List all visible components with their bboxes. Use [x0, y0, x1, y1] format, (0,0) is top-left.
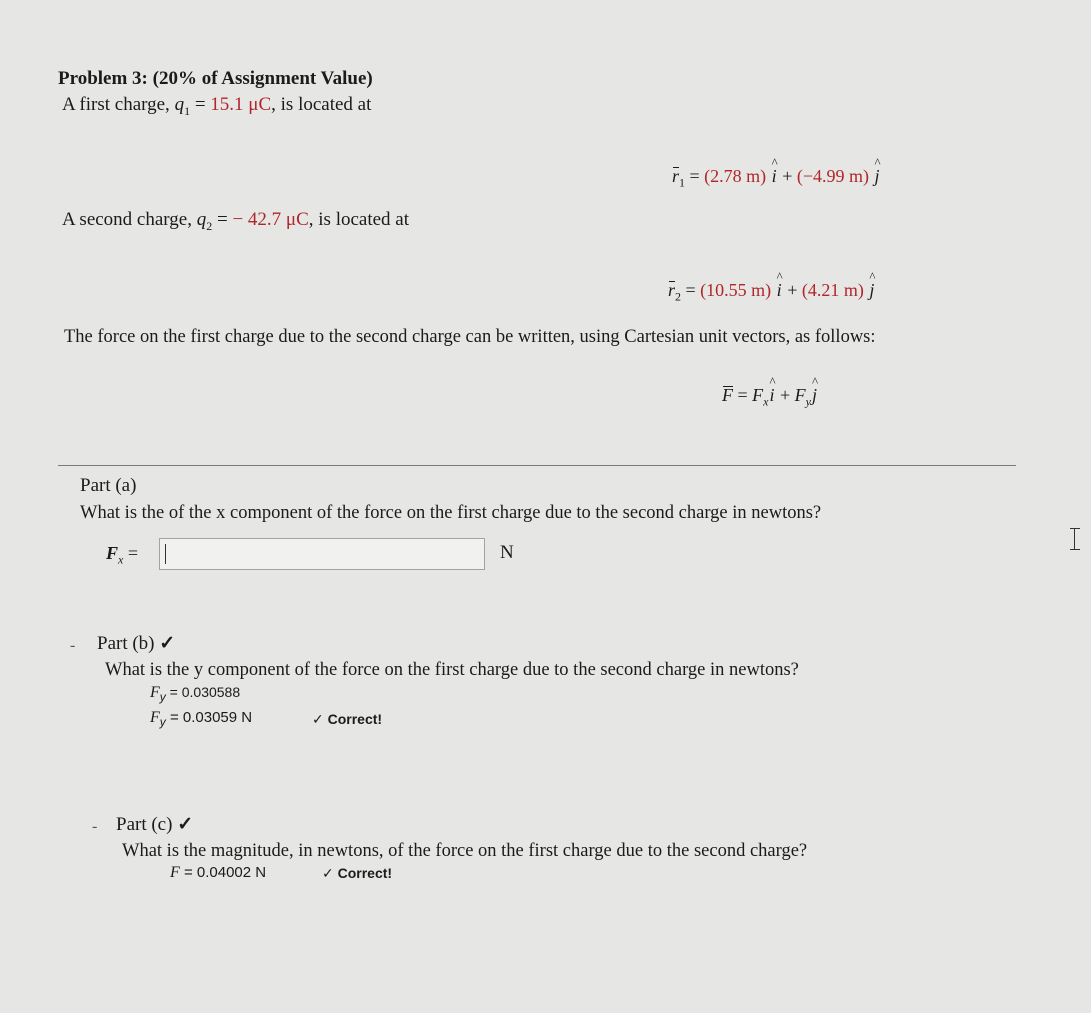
part-a-unit: N: [500, 542, 514, 563]
part-c-correct-badge: ✓ Correct!: [322, 865, 393, 881]
text-caret: [165, 544, 166, 564]
charge2-eq: =: [216, 209, 228, 230]
r1-j-hat: ^ j: [873, 166, 880, 187]
charge2-text: A second charge,: [62, 209, 192, 230]
part-b-label: Part (b): [97, 633, 155, 654]
force-j-hat: ^ j: [811, 385, 818, 406]
charge2-symbol: q: [196, 209, 207, 230]
force-symbol: F: [722, 385, 733, 405]
charge2-tail: , is located at: [308, 209, 410, 230]
part-b-var-sub-1: y: [159, 689, 166, 704]
r2-symbol: r: [668, 280, 676, 300]
part-b-collapse-icon[interactable]: -: [70, 637, 76, 654]
part-a-var-sub: x: [118, 552, 124, 567]
part-c-answer: [170, 864, 266, 882]
r2-plus: +: [787, 280, 798, 300]
part-b-question: What is the y component of the force on the first charge due to the second charge in newtons?: [105, 660, 799, 680]
force-plus: +: [780, 385, 791, 405]
part-a-input-label: [106, 543, 138, 568]
part-c-question: What is the magnitude, in newtons, of the force on the first charge due to the second charge?: [122, 841, 808, 861]
charge2-line: [62, 209, 409, 234]
text-cursor-icon: [1070, 528, 1080, 550]
r1-eq: =: [689, 166, 700, 186]
part-a-var: F: [106, 543, 119, 563]
force-equation: [722, 385, 818, 410]
r1-x-value: (2.78 m): [704, 166, 767, 186]
section-divider: [58, 465, 1016, 466]
force-fy: F: [794, 385, 806, 405]
r2-equation: [668, 280, 875, 305]
r1-sub: 1: [679, 175, 686, 190]
part-c-header[interactable]: [116, 813, 193, 836]
r1-equation: [672, 166, 881, 191]
part-b-answer-2-value: = 0.03059 N: [169, 709, 253, 726]
charge2-value: − 42.7 μC: [232, 209, 309, 230]
part-c-label: Part (c): [116, 814, 173, 835]
charge1-tail: , is located at: [271, 94, 372, 115]
charge1-symbol: q: [174, 94, 185, 115]
force-description: The force on the first charge due to the second charge can be written, using Cartesian unit vectors, as follows:: [64, 327, 876, 347]
part-b-var-sub-2: y: [159, 715, 166, 729]
part-a-eq: =: [127, 543, 138, 563]
checkmark-icon: ✓: [159, 633, 176, 654]
charge2-sub: 2: [206, 218, 213, 233]
part-c-var: F: [170, 864, 180, 881]
r2-x-value: (10.55 m): [700, 280, 772, 300]
force-fx-sub: x: [763, 394, 769, 409]
fx-answer-input[interactable]: [159, 538, 485, 570]
r2-j-hat: ^ j: [868, 280, 875, 301]
part-b-var-2: F: [150, 709, 160, 726]
force-fy-sub: y: [805, 394, 811, 409]
r1-symbol: r: [672, 166, 680, 186]
r2-y-value: (4.21 m): [801, 280, 864, 300]
charge1-sub: 1: [184, 103, 191, 118]
r1-y-value: (−4.99 m): [796, 166, 869, 186]
charge1-eq: =: [194, 94, 206, 115]
part-b-header[interactable]: [97, 632, 175, 655]
problem-title: Problem 3: (20% of Assignment Value): [58, 68, 373, 89]
part-c-answer-value: = 0.04002 N: [183, 864, 267, 881]
part-b-answer-1: [150, 684, 240, 704]
force-eq: =: [737, 385, 748, 405]
part-a-label: Part (a): [80, 475, 137, 496]
part-b-answer-1-value: = 0.030588: [169, 684, 241, 700]
part-b-var-1: F: [150, 684, 160, 701]
r1-i-hat: ^ i: [771, 166, 778, 187]
part-c-collapse-icon[interactable]: -: [92, 818, 98, 835]
part-b-answer-2: [150, 709, 252, 729]
charge1-value: 15.1 μC: [210, 94, 272, 115]
charge1-line: [62, 94, 371, 119]
part-a-question: What is the of the x component of the force on the first charge due to the second charge in newtons?: [80, 503, 822, 523]
r2-eq: =: [685, 280, 696, 300]
r2-i-hat: ^ i: [776, 280, 783, 301]
force-fx: F: [752, 385, 764, 405]
part-b-correct-badge: ✓ Correct!: [312, 711, 383, 727]
charge1-text: A first charge,: [62, 94, 170, 115]
r1-plus: +: [782, 166, 793, 186]
r2-sub: 2: [675, 289, 682, 304]
checkmark-icon: ✓: [177, 814, 194, 835]
force-i-hat: ^ i: [768, 385, 775, 406]
